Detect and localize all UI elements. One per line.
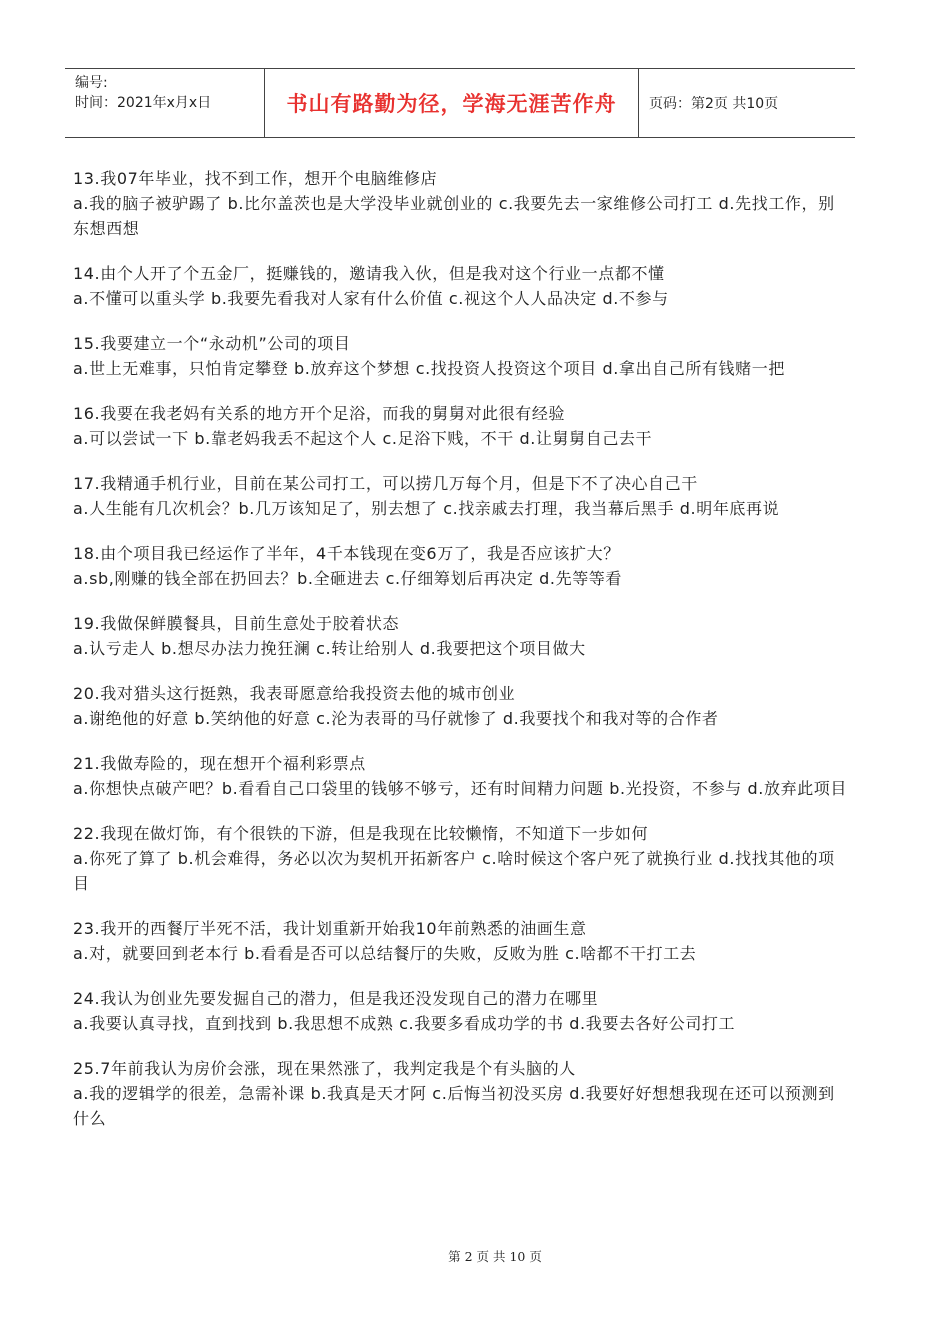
question-item: [73, 751, 848, 801]
answer-options: a.世上无难事，只怕肯定攀登 b.放弃这个梦想 c.找投资人投资这个项目 d.拿出自己所有钱赌一把: [73, 359, 785, 378]
answer-options: a.不懂可以重头学 b.我要先看我对人家有什么价值 c.视这个人人品决定 d.不参与: [73, 289, 669, 308]
answer-options: a.谢绝他的好意 b.笑纳他的好意 c.沦为表哥的马仔就惨了 d.我要找个和我对等的合作者: [73, 709, 719, 728]
question-item: [73, 916, 848, 966]
answer-options: a.你死了算了 b.机会难得，务必以次为契机开拓新客户 c.啥时候这个客户死了就换行业 d.找找其他的项目: [73, 849, 835, 893]
question-item: [73, 1056, 848, 1131]
question-item: [73, 166, 848, 241]
answer-options: a.人生能有几次机会？b.几万该知足了，别去想了 c.找亲戚去打理，我当幕后黑手 d.明年底再说: [73, 499, 780, 518]
question-text: 23.我开的西餐厅半死不活，我计划重新开始我10年前熟悉的油画生意: [73, 919, 587, 938]
question-item: [73, 681, 848, 731]
question-item: [73, 331, 848, 381]
question-text: 16.我要在我老妈有关系的地方开个足浴，而我的舅舅对此很有经验: [73, 404, 566, 423]
answer-options: a.认亏走人 b.想尽办法力挽狂澜 c.转让给别人 d.我要把这个项目做大: [73, 639, 586, 658]
question-text: 13.我07年毕业，找不到工作，想开个电脑维修店: [73, 169, 438, 188]
answer-options: a.sb,刚赚的钱全部在扔回去？b.全砸进去 c.仔细筹划后再决定 d.先等等看: [73, 569, 623, 588]
question-item: [73, 541, 848, 591]
question-text: 25.7年前我认为房价会涨，现在果然涨了，我判定我是个有头脑的人: [73, 1059, 576, 1078]
answer-options: a.我的脑子被驴踢了 b.比尔盖茨也是大学没毕业就创业的 c.我要先去一家维修公司打工 d.先找工作，别东想西想: [73, 194, 835, 238]
question-text: 18.由个项目我已经运作了半年，4千本钱现在变6万了，我是否应该扩大？: [73, 544, 620, 563]
question-item: [73, 611, 848, 661]
header-meta: [65, 69, 265, 137]
question-item: [73, 471, 848, 521]
page-header: [65, 68, 855, 138]
question-item: [73, 401, 848, 451]
question-text: 21.我做寿险的，现在想开个福利彩票点: [73, 754, 366, 773]
question-text: 19.我做保鲜膜餐具，目前生意处于胶着状态: [73, 614, 400, 633]
question-text: 20.我对猎头这行挺熟，我表哥愿意给我投资去他的城市创业: [73, 684, 516, 703]
answer-options: a.可以尝试一下 b.靠老妈我丢不起这个人 c.足浴下贱，不干 d.让舅舅自己去干: [73, 429, 653, 448]
question-item: [73, 986, 848, 1036]
header-motto: 书山有路勤为径，学海无涯苦作舟: [265, 69, 639, 137]
question-text: 15.我要建立一个“永动机”公司的项目: [73, 334, 351, 353]
question-text: 14.由个人开了个五金厂，挺赚钱的，邀请我入伙，但是我对这个行业一点都不懂: [73, 264, 665, 283]
question-text: 17.我精通手机行业，目前在某公司打工，可以捞几万每个月，但是下不了决心自己干: [73, 474, 698, 493]
answer-options: a.我的逻辑学的很差，急需补课 b.我真是天才阿 c.后悔当初没买房 d.我要好好想想我现在还可以预测到什么: [73, 1084, 835, 1128]
question-text: 22.我现在做灯饰，有个很铁的下游，但是我现在比较懒惰，不知道下一步如何: [73, 824, 649, 843]
question-list: [73, 166, 848, 1151]
question-item: [73, 821, 848, 896]
question-text: 24.我认为创业先要发掘自己的潜力，但是我还没发现自己的潜力在哪里: [73, 989, 599, 1008]
number-label: 编号:: [75, 75, 108, 91]
header-page-info: 页码：第2页 共10页: [649, 96, 779, 112]
question-item: [73, 261, 848, 311]
answer-options: a.我要认真寻找，直到找到 b.我思想不成熟 c.我要多看成功学的书 d.我要去各好公司打工: [73, 1014, 736, 1033]
page-footer: 第 2 页 共 10 页: [448, 1249, 542, 1264]
time-label: 时间：2021年x月x日: [75, 95, 212, 111]
answer-options: a.你想快点破产吧？b.看看自己口袋里的钱够不够亏，还有时间精力问题 b.光投资，不参与 d.放弃此项目: [73, 779, 847, 798]
answer-options: a.对，就要回到老本行 b.看看是否可以总结餐厅的失败，反败为胜 c.啥都不干打工去: [73, 944, 697, 963]
